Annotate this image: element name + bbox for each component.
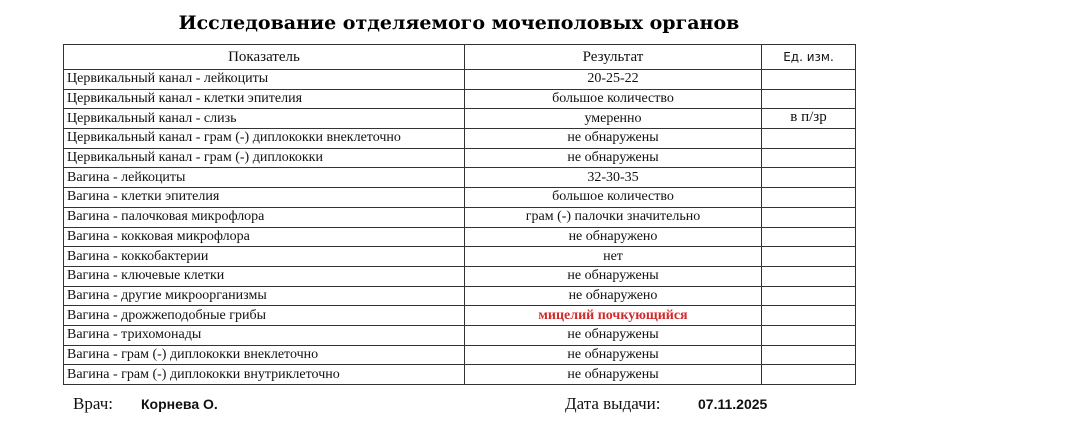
results-table [63, 44, 856, 385]
result-cell: не обнаружены [465, 266, 762, 286]
result-cell-alert: мицелий почкующийся [465, 306, 762, 326]
result-cell: не обнаружено [465, 227, 762, 247]
unit-cell [762, 266, 856, 286]
indicator-cell: Цервикальный канал - слизь [64, 109, 465, 129]
result-cell: не обнаружены [465, 325, 762, 345]
unit-cell [762, 306, 856, 326]
result-cell: не обнаружены [465, 148, 762, 168]
unit-cell [762, 247, 856, 267]
indicator-cell: Цервикальный канал - клетки эпителия [64, 89, 465, 109]
result-cell: не обнаружены [465, 345, 762, 365]
unit-cell [762, 168, 856, 188]
table-row [64, 168, 856, 188]
indicator-cell: Вагина - трихомонады [64, 325, 465, 345]
indicator-cell: Вагина - лейкоциты [64, 168, 465, 188]
unit-cell [762, 365, 856, 385]
table-row [64, 70, 856, 90]
unit-cell [762, 286, 856, 306]
column-header-result: Результат [465, 45, 762, 70]
unit-cell [762, 207, 856, 227]
table-row [64, 325, 856, 345]
table-header-row [64, 45, 856, 70]
result-cell: большое количество [465, 188, 762, 208]
issue-date-label: Дата выдачи: [565, 394, 661, 413]
column-header-indicator: Показатель [64, 45, 465, 70]
indicator-cell: Вагина - грам (-) диплококки внеклеточно [64, 345, 465, 365]
indicator-cell: Вагина - дрожжеподобные грибы [64, 306, 465, 326]
unit-cell [762, 89, 856, 109]
indicator-cell: Вагина - коккобактерии [64, 247, 465, 267]
indicator-cell: Вагина - клетки эпителия [64, 188, 465, 208]
table-row [64, 188, 856, 208]
unit-cell [762, 227, 856, 247]
unit-cell [762, 70, 856, 90]
result-cell: нет [465, 247, 762, 267]
unit-cell [762, 325, 856, 345]
table-row [64, 286, 856, 306]
table-row [64, 247, 856, 267]
table-row [64, 345, 856, 365]
result-cell: грам (-) палочки значительно [465, 207, 762, 227]
indicator-cell: Цервикальный канал - лейкоциты [64, 70, 465, 90]
indicator-cell: Вагина - кокковая микрофлора [64, 227, 465, 247]
indicator-cell: Вагина - другие микроорганизмы [64, 286, 465, 306]
table-row [64, 207, 856, 227]
result-cell: большое количество [465, 89, 762, 109]
result-cell: не обнаружены [465, 365, 762, 385]
unit-cell [762, 345, 856, 365]
table-row [64, 266, 856, 286]
indicator-cell: Цервикальный канал - грам (-) диплококки внеклеточно [64, 129, 465, 149]
indicator-cell: Вагина - палочковая микрофлора [64, 207, 465, 227]
unit-cell [762, 148, 856, 168]
result-cell: умеренно [465, 109, 762, 129]
table-row [64, 89, 856, 109]
indicator-cell: Вагина - грам (-) диплококки внутриклеточно [64, 365, 465, 385]
report-title: Исследование отделяемого мочеполовых органов [178, 12, 740, 34]
table-row [64, 306, 856, 326]
table-body [64, 70, 856, 385]
result-cell: не обнаружено [465, 286, 762, 306]
unit-cell [762, 129, 856, 149]
result-cell: не обнаружены [465, 129, 762, 149]
doctor-name: Корнева О. [141, 396, 218, 412]
table-row [64, 109, 856, 129]
table-row [64, 148, 856, 168]
unit-cell [762, 188, 856, 208]
table-row [64, 227, 856, 247]
doctor-label: Врач: [73, 394, 113, 413]
column-header-unit: Ед. изм. [762, 45, 856, 70]
indicator-cell: Цервикальный канал - грам (-) диплококки [64, 148, 465, 168]
unit-cell: в п/зр [762, 109, 856, 129]
result-cell: 20-25-22 [465, 70, 762, 90]
indicator-cell: Вагина - ключевые клетки [64, 266, 465, 286]
issue-date-value: 07.11.2025 [698, 396, 768, 412]
result-cell: 32-30-35 [465, 168, 762, 188]
table-row [64, 365, 856, 385]
table-row [64, 129, 856, 149]
